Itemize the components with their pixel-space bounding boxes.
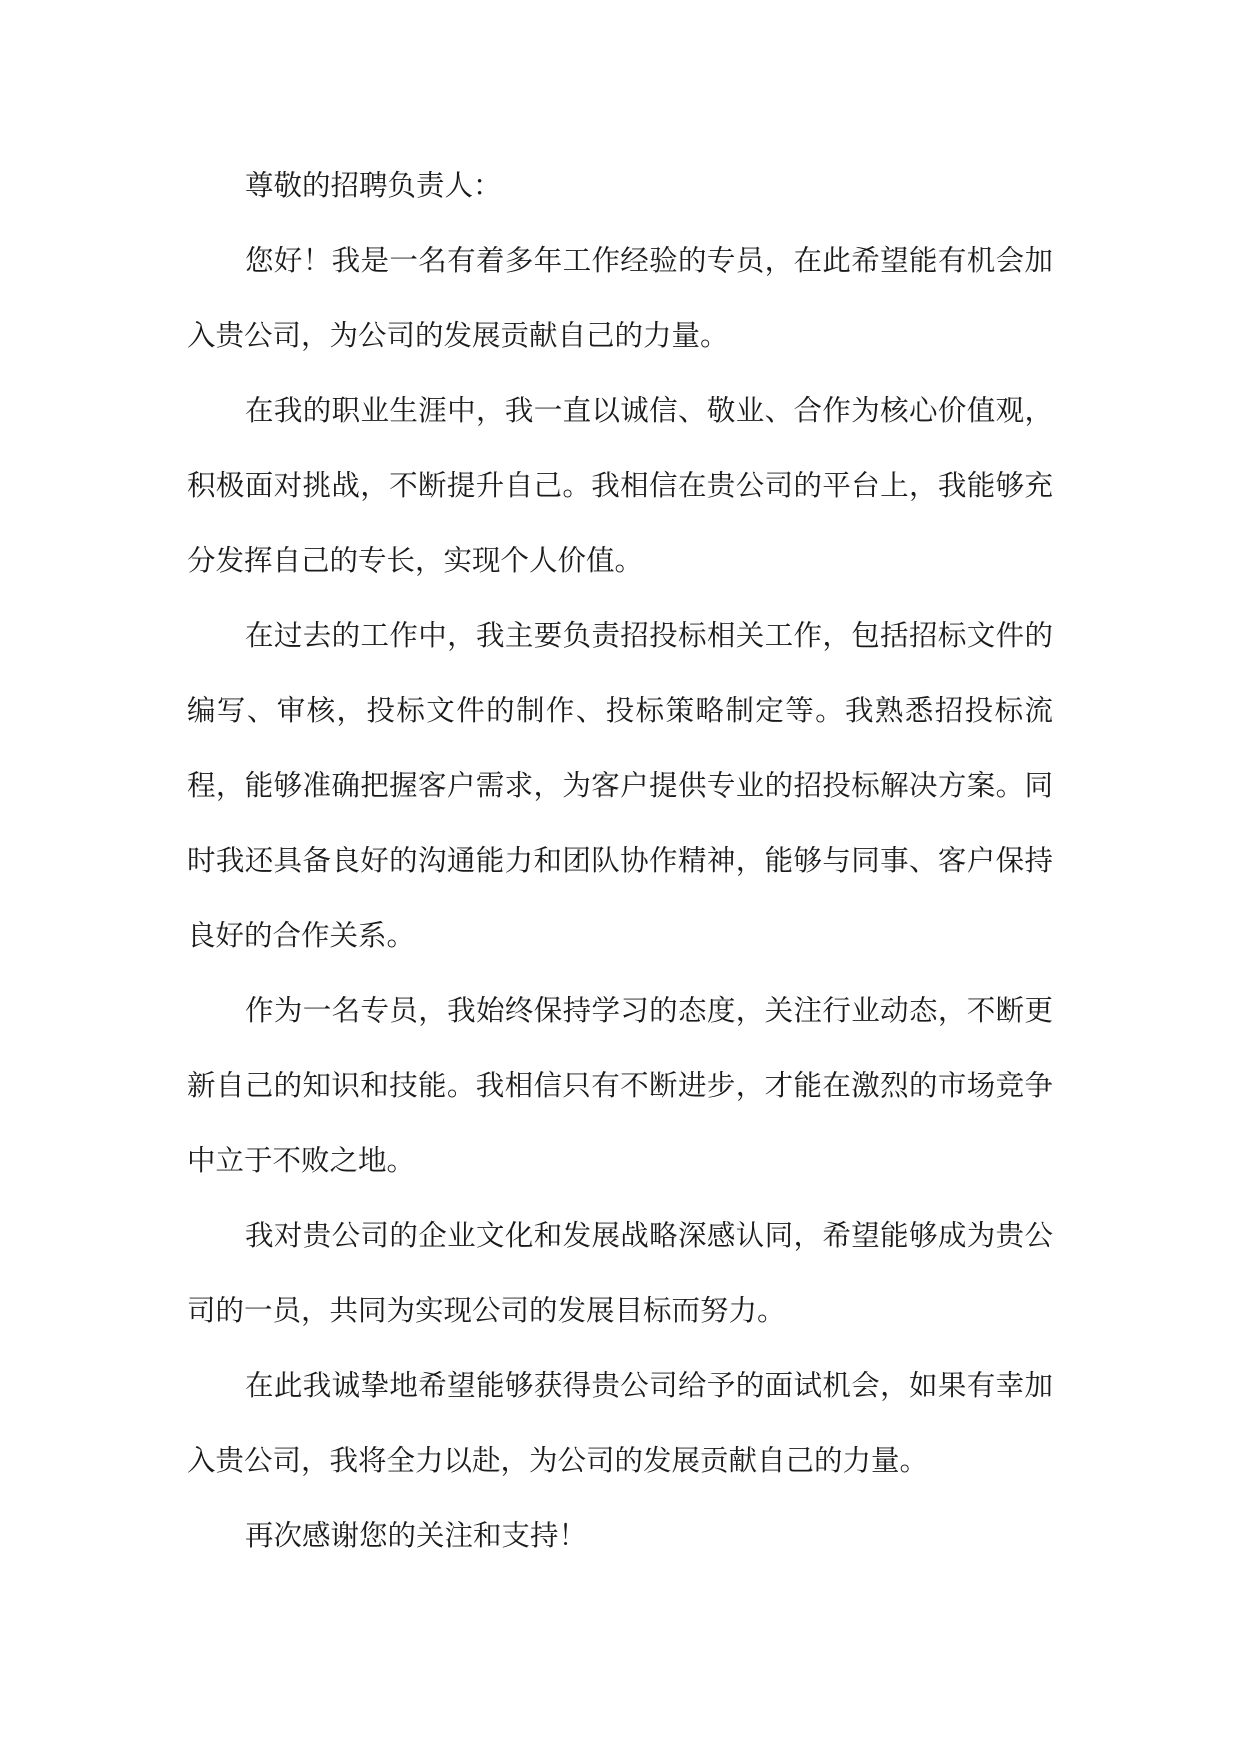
- cover-letter-body: [187, 148, 1053, 1573]
- paragraph-company-fit: 我对贵公司的企业文化和发展战略深感认同，希望能够成为贵公司的一员，共同为实现公司的发展目标而努力。: [187, 1219, 1053, 1327]
- paragraph-interview-request: 在此我诚挚地希望能够获得贵公司给予的面试机会，如果有幸加入贵公司，我将全力以赴，为公司的发展贡献自己的力量。: [187, 1369, 1053, 1477]
- paragraph-learning: 作为一名专员，我始终保持学习的态度，关注行业动态，不断更新自己的知识和技能。我相信只有不断进步，才能在激烈的市场竞争中立于不败之地。: [187, 994, 1053, 1177]
- paragraph-introduction: 您好！我是一名有着多年工作经验的专员，在此希望能有机会加入贵公司，为公司的发展贡献自己的力量。: [187, 244, 1053, 352]
- paragraph-experience: 在过去的工作中，我主要负责招投标相关工作，包括招标文件的编写、审核，投标文件的制作、投标策略制定等。我熟悉招投标流程，能够准确把握客户需求，为客户提供专业的招投标解决方案。同时我还具备良好的沟通能力和团队协作精神，能够与同事、客户保持良好的合作关系。: [187, 619, 1053, 952]
- salutation: 尊敬的招聘负责人：: [245, 169, 502, 202]
- paragraph-closing-thanks: 再次感谢您的关注和支持！: [245, 1519, 588, 1552]
- paragraph-values: 在我的职业生涯中，我一直以诚信、敬业、合作为核心价值观，积极面对挑战，不断提升自己。我相信在贵公司的平台上，我能够充分发挥自己的专长，实现个人价值。: [187, 394, 1053, 577]
